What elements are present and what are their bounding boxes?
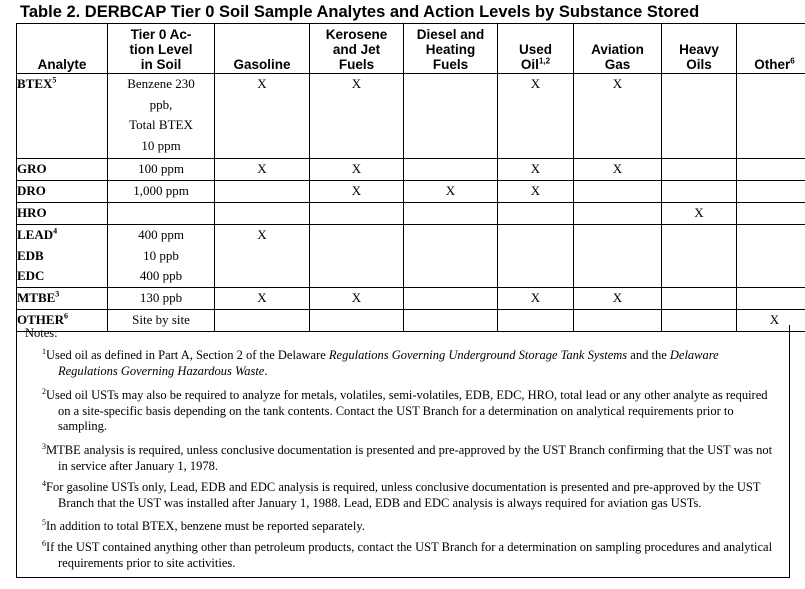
cell-mark [404,203,498,225]
header-diesel: Diesel and Heating Fuels [404,24,498,74]
cell-mark: X [498,181,574,203]
cell-mark [310,203,404,225]
analyte-table [16,23,805,332]
level-btex: Benzene 230 ppb, Total BTEX 10 ppm [108,74,215,159]
footnote-4: $^4$For gasoline USTs only, Lead, EDB and EDC analysis is required, unless conclusive documentation is presented and pre-approved by the UST Branch that the UST was installed after January 1, 1988. Lead, EDB and EDC analysis is always required for aviation gas USTs. [42,478,761,510]
cell-mark [662,159,737,181]
cell-mark [404,288,498,310]
analyte-btex: BTEX$^5$ [17,74,108,159]
analyte-mtbe: MTBE$^3$ [17,288,108,310]
table-title: Table 2. DERBCAP Tier 0 Soil Sample Analytes and Action Levels by Substance Stored [20,3,700,21]
analyte-lead-edb-edc: LEAD$^4$ EDB EDC [17,225,108,288]
header-other: Other$^6$ [737,24,805,74]
table-row [17,181,805,203]
cell-mark: X [574,288,662,310]
level-other: Site by site [108,310,215,332]
cell-mark: X [737,310,805,332]
cell-mark [215,181,310,203]
table-row [17,225,805,288]
footnote-1: $^1$Used oil as defined in Part A, Section 2 of the Delaware Regulations Governing Underground Storage Tank Systems and the Delaware Regulations Governing Hazardous Waste. [42,346,719,378]
header-heavy-oils: Heavy Oils [662,24,737,74]
cell-mark [404,225,498,288]
cell-mark: X [310,181,404,203]
cell-mark [737,181,805,203]
analyte-gro: GRO [17,159,108,181]
header-used-oil: Used Oil$^{1,2}$ [498,24,574,74]
level-lead-edb-edc: 400 ppm 10 ppb 400 ppb [108,225,215,288]
cell-mark: X [574,74,662,159]
cell-mark [737,225,805,288]
header-gasoline: Gasoline [215,24,310,74]
level-dro: 1,000 ppm [108,181,215,203]
cell-mark [662,181,737,203]
header-analyte: Analyte [17,24,108,74]
cell-mark [574,225,662,288]
cell-mark [737,74,805,159]
footnote-5: $^5$In addition to total BTEX, benzene must be reported separately. [42,517,365,533]
cell-mark [215,203,310,225]
notes-section [16,325,790,578]
header-row [17,24,805,74]
notes-label: Notes: [25,326,58,340]
cell-mark: X [310,74,404,159]
cell-mark [498,225,574,288]
cell-mark: X [498,288,574,310]
cell-mark: X [662,203,737,225]
cell-mark: X [574,159,662,181]
cell-mark [574,181,662,203]
level-gro: 100 ppm [108,159,215,181]
table-row [17,288,805,310]
cell-mark: X [404,181,498,203]
header-action-level: Tier 0 Ac- tion Level in Soil [108,24,215,74]
level-mtbe: 130 ppb [108,288,215,310]
table-row [17,74,805,159]
table-row [17,203,805,225]
cell-mark [404,74,498,159]
cell-mark [737,288,805,310]
cell-mark: X [498,159,574,181]
header-aviation: Aviation Gas [574,24,662,74]
cell-mark: X [498,74,574,159]
footnote-2: $^2$Used oil USTs may also be required to analyze for metals, volatiles, semi-volatiles, EDB, EDC, HRO, total lead or any other analyte as required on a site-specific basis depending on the tank contents. Contact the UST Branch for a determination on analytical requirements prior to sampling. [42,386,768,433]
cell-mark: X [215,288,310,310]
cell-mark [662,288,737,310]
cell-mark [310,225,404,288]
table-row [17,159,805,181]
analyte-other: OTHER$^6$ [17,310,108,332]
cell-mark [737,159,805,181]
cell-mark: X [310,159,404,181]
analyte-hro: HRO [17,203,108,225]
cell-mark [498,203,574,225]
footnote-6: $^6$If the UST contained anything other than petroleum products, contact the UST Branch for a determination on sampling procedures and analytical requirements prior to site activities. [42,538,773,570]
cell-mark: X [215,225,310,288]
header-kerosene: Kerosene and Jet Fuels [310,24,404,74]
cell-mark [662,225,737,288]
cell-mark [737,203,805,225]
analyte-dro: DRO [17,181,108,203]
footnote-3: $^3$MTBE analysis is required, unless conclusive documentation is presented and pre-approved by the UST Branch confirming that the UST was not in service after January 1, 1978. [42,441,773,473]
cell-mark: X [215,159,310,181]
level-hro [108,203,215,225]
cell-mark [574,203,662,225]
cell-mark: X [310,288,404,310]
cell-mark [662,74,737,159]
cell-mark [404,159,498,181]
cell-mark: X [215,74,310,159]
